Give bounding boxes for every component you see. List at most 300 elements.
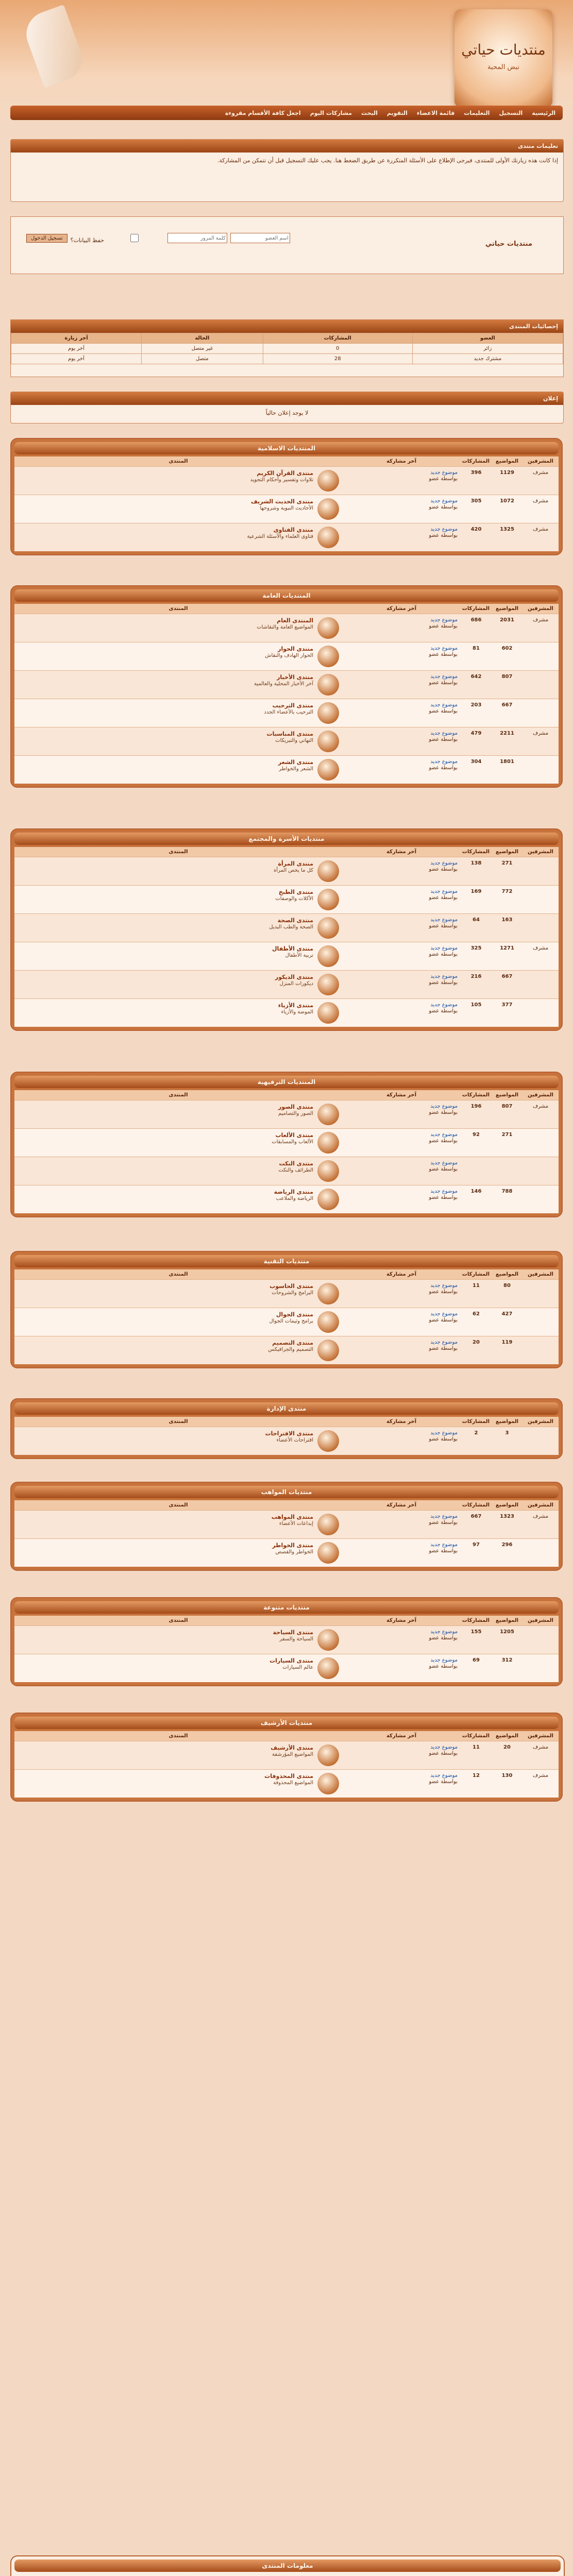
forum-posts: 169 <box>470 889 482 894</box>
last-post-title[interactable]: موضوع جديد <box>430 1002 458 1008</box>
forum-name[interactable]: منتدى الحوار <box>278 646 313 652</box>
last-post-author[interactable]: بواسطة عضو <box>429 895 458 901</box>
forum-icon <box>317 617 339 639</box>
last-post-author[interactable]: بواسطة عضو <box>429 923 458 929</box>
forum-moderators[interactable] <box>523 1157 559 1185</box>
category-box <box>10 1398 563 1459</box>
last-post-author[interactable]: بواسطة عضو <box>429 867 458 872</box>
last-post-author[interactable]: بواسطة عضو <box>429 476 458 482</box>
forum-posts: 203 <box>470 702 482 708</box>
last-post-author[interactable]: بواسطة عضو <box>429 1346 458 1351</box>
forum-moderators[interactable]: مشرف <box>532 1744 549 1750</box>
forum-name[interactable]: منتدى التصميم <box>272 1340 313 1346</box>
forum-row[interactable] <box>14 1100 559 1128</box>
last-post-title[interactable]: موضوع جديد <box>430 1629 458 1635</box>
forum-row[interactable] <box>14 1538 559 1567</box>
forum-info <box>14 1157 342 1185</box>
forum-row[interactable] <box>14 970 559 998</box>
last-post-author[interactable]: بواسطة عضو <box>429 1436 458 1442</box>
forum-topics: 312 <box>501 1657 513 1663</box>
category-title[interactable]: منتديات الأسرة والمجتمع <box>14 833 559 845</box>
forum-row[interactable] <box>14 1625 559 1654</box>
last-post-author[interactable]: بواسطة عضو <box>429 1779 458 1785</box>
forum-moderators[interactable] <box>523 1427 559 1455</box>
forum-moderators[interactable] <box>523 1539 559 1567</box>
last-post-title[interactable]: موضوع جديد <box>430 646 458 651</box>
column-header: المشاركات <box>462 1419 490 1425</box>
category-box <box>10 828 563 1031</box>
forum-info <box>14 756 342 784</box>
forum-last-post <box>342 699 461 727</box>
nav-link[interactable]: اجعل كافة الأقسام مقروءة <box>225 109 301 116</box>
category-header <box>14 1269 559 1279</box>
forum-row[interactable] <box>14 1769 559 1798</box>
forum-moderators[interactable]: مشرف <box>532 1104 549 1109</box>
ad-box <box>10 392 564 423</box>
forum-moderators[interactable] <box>523 999 559 1027</box>
forum-name[interactable]: منتدى الحاسوب <box>269 1283 313 1290</box>
stats-row <box>11 354 563 364</box>
forum-list <box>14 466 559 551</box>
forum-icon <box>317 498 339 520</box>
forum-name[interactable]: منتدى القرآن الكريم <box>257 470 313 477</box>
forum-icon <box>317 527 339 548</box>
forum-description: برامج وثيمات الجوال <box>269 1318 313 1324</box>
forum-topics: 377 <box>501 1002 513 1008</box>
last-post-title[interactable]: موضوع جديد <box>430 1340 458 1345</box>
forum-row[interactable] <box>14 1510 559 1538</box>
forum-icon <box>317 1629 339 1651</box>
forum-row[interactable] <box>14 1128 559 1157</box>
forum-moderators[interactable] <box>523 886 559 913</box>
stats-header: آخر زيارة <box>11 333 142 344</box>
last-post-author[interactable]: بواسطة عضو <box>429 737 458 742</box>
forum-posts: 479 <box>470 731 482 736</box>
last-post-title[interactable]: موضوع جديد <box>430 759 458 765</box>
category-title[interactable]: المنتديات العامة <box>14 589 559 602</box>
remember-label[interactable] <box>71 232 164 244</box>
last-post-title[interactable]: موضوع جديد <box>430 1189 458 1194</box>
forum-name[interactable]: منتدى المرأة <box>278 860 313 867</box>
last-post-title[interactable]: موضوع جديد <box>430 1283 458 1289</box>
forum-posts: 64 <box>473 917 480 923</box>
forum-topics: 3 <box>505 1430 509 1436</box>
last-post-title[interactable]: موضوع جديد <box>430 1542 458 1548</box>
forum-moderators[interactable] <box>523 914 559 942</box>
forum-row[interactable] <box>14 1279 559 1308</box>
column-header: آخر مشاركة <box>386 1419 417 1425</box>
site-logo[interactable] <box>454 9 552 107</box>
forum-icon <box>317 1132 339 1154</box>
forum-description: تلاوات وتفسير وأحكام التجويد <box>250 477 313 483</box>
forum-posts: 196 <box>470 1104 482 1109</box>
last-post-author[interactable]: بواسطة عضو <box>429 1166 458 1172</box>
last-post-author[interactable]: بواسطة عضو <box>429 1110 458 1115</box>
last-post-author[interactable]: بواسطة عضو <box>429 1520 458 1526</box>
forum-posts: 396 <box>470 470 482 476</box>
category-header <box>14 1090 559 1100</box>
forum-last-post <box>342 495 461 523</box>
forum-icon <box>317 702 339 724</box>
column-header: آخر مشاركة <box>386 849 417 855</box>
forum-icon <box>317 1311 339 1333</box>
forum-topics <box>492 1157 523 1185</box>
nav-link[interactable]: الرئيسية <box>532 109 555 116</box>
forum-last-post <box>342 1654 461 1682</box>
forum-posts: 12 <box>473 1773 480 1778</box>
last-post-author[interactable]: بواسطة عضو <box>429 1138 458 1144</box>
forum-moderators[interactable]: مشرف <box>532 470 549 476</box>
last-post-title[interactable]: موضوع جديد <box>430 974 458 979</box>
forum-name[interactable]: المنتدى العام <box>277 617 313 624</box>
last-post-title[interactable]: موضوع جديد <box>430 527 458 532</box>
nav-link[interactable]: التعليمات <box>464 109 490 116</box>
last-post-title[interactable]: موضوع جديد <box>430 498 458 504</box>
forum-icon <box>317 1340 339 1361</box>
forum-name[interactable]: منتدى الجوال <box>276 1311 313 1318</box>
last-post-title[interactable]: موضوع جديد <box>430 1160 458 1166</box>
forum-info <box>14 1770 342 1798</box>
forum-description: كل ما يخص المرأة <box>274 868 313 873</box>
category-header <box>14 1417 559 1427</box>
last-post-title[interactable]: موضوع جديد <box>430 617 458 623</box>
forum-name[interactable]: منتدى الخواطر <box>272 1542 313 1549</box>
forum-row[interactable] <box>14 699 559 727</box>
notice-text: إذا كانت هذه زيارتك الأولى للمنتدى، فيرجى الإطلاع على الأسئلة المتكررة عن طريق الضغط هنا. يجب عليك التسجيل قبل أن تتمكن من المشاركة. <box>217 157 558 164</box>
forum-icon <box>317 759 339 781</box>
forum-moderators[interactable]: مشرف <box>532 527 549 532</box>
forum-name[interactable]: منتدى الأرشيف <box>271 1744 313 1751</box>
last-post-title[interactable]: موضوع جديد <box>430 702 458 708</box>
ad-title: إعلان <box>11 392 563 405</box>
forum-info <box>14 727 342 755</box>
column-header: آخر مشاركة <box>386 606 417 612</box>
forum-description: الحوار الهادف والنقاش <box>265 653 313 658</box>
online-box <box>10 2555 565 2576</box>
forum-moderators[interactable] <box>523 971 559 998</box>
category-header <box>14 1500 559 1510</box>
column-header: المشرفين <box>528 1618 553 1623</box>
last-post-author[interactable]: بواسطة عضو <box>429 1289 458 1295</box>
forum-row[interactable] <box>14 1308 559 1336</box>
forum-row[interactable] <box>14 495 559 523</box>
last-post-author[interactable]: بواسطة عضو <box>429 1635 458 1641</box>
forum-posts: 216 <box>470 974 482 979</box>
forum-name[interactable]: منتدى الترحيب <box>272 702 313 709</box>
last-post-title[interactable]: موضوع جديد <box>430 945 458 951</box>
last-post-title[interactable]: موضوع جديد <box>430 1132 458 1138</box>
category-title[interactable]: المنتديات الاسلامية <box>14 442 559 454</box>
forum-posts: 69 <box>473 1657 480 1663</box>
forum-row[interactable] <box>14 1741 559 1769</box>
forum-name[interactable]: منتدى الألعاب <box>275 1132 313 1139</box>
last-post-title[interactable]: موضوع جديد <box>430 917 458 923</box>
forum-last-post <box>342 1280 461 1308</box>
forum-icon <box>317 1542 339 1564</box>
forum-name[interactable]: منتدى المواهب <box>271 1514 313 1520</box>
last-post-title[interactable]: موضوع جديد <box>430 731 458 736</box>
forum-description: آخر الأخبار المحلية والعالمية <box>254 681 313 687</box>
last-post-author[interactable]: بواسطة عضو <box>429 533 458 538</box>
stats-row <box>11 344 563 354</box>
column-header: المشرفين <box>528 1502 553 1508</box>
last-post-title[interactable]: موضوع جديد <box>430 1773 458 1778</box>
category-box <box>10 1597 563 1686</box>
column-header: المواضيع <box>495 459 519 464</box>
stats-cell: 0 <box>263 344 412 354</box>
forum-topics: 119 <box>501 1340 513 1345</box>
last-post-title[interactable]: موضوع جديد <box>430 1744 458 1750</box>
forum-last-post <box>342 1741 461 1769</box>
forum-description: الطرائف والنكت <box>278 1167 313 1173</box>
forum-icon <box>317 1773 339 1794</box>
forum-moderators[interactable] <box>523 642 559 670</box>
last-post-author[interactable]: بواسطة عضو <box>429 652 458 657</box>
forum-name[interactable]: منتدى المحذوفات <box>264 1773 313 1780</box>
forum-icon <box>317 974 339 995</box>
forum-info <box>14 1129 342 1157</box>
remember-text: حفظ البيانات؟ <box>70 237 104 244</box>
forum-icon <box>317 860 339 882</box>
nav-link[interactable]: التسجيل <box>499 109 523 116</box>
forum-name[interactable]: منتدى الديكور <box>275 974 313 980</box>
forum-name[interactable]: منتدى الطبخ <box>278 889 313 895</box>
last-post-author[interactable]: بواسطة عضو <box>429 680 458 686</box>
category-title[interactable]: منتديات التقنية <box>14 1255 559 1267</box>
forum-row[interactable] <box>14 942 559 970</box>
last-post-author[interactable]: بواسطة عضو <box>429 1008 458 1014</box>
column-header: المواضيع <box>495 1733 519 1739</box>
forum-description: تربية الأطفال <box>285 953 313 958</box>
last-post-author[interactable]: بواسطة عضو <box>429 1195 458 1200</box>
stats-cell: غير متصل <box>142 344 263 354</box>
last-post-author[interactable]: بواسطة عضو <box>429 1664 458 1669</box>
forum-posts: 420 <box>470 527 482 532</box>
last-post-author[interactable]: بواسطة عضو <box>429 623 458 629</box>
forum-row[interactable] <box>14 466 559 495</box>
forum-moderators[interactable] <box>523 857 559 885</box>
forum-moderators[interactable] <box>523 1626 559 1654</box>
category-header <box>14 847 559 857</box>
column-header: المواضيع <box>495 1502 519 1508</box>
forum-moderators[interactable]: مشرف <box>532 945 549 951</box>
password-input[interactable] <box>167 233 227 243</box>
forum-description: البرامج والشروحات <box>272 1290 313 1296</box>
forum-moderators[interactable] <box>523 1280 559 1308</box>
forum-description: الشعر والخواطر <box>279 766 313 772</box>
forum-icon <box>317 1104 339 1125</box>
last-post-author[interactable]: بواسطة عضو <box>429 504 458 510</box>
welcome-title: منتديات حياتي <box>485 240 532 248</box>
forum-posts: 138 <box>470 860 482 866</box>
column-header: المشاركات <box>462 459 490 464</box>
forum-row[interactable] <box>14 913 559 942</box>
forum-description: المواضيع العامة والنقاشات <box>257 624 313 630</box>
forum-topics: 1323 <box>500 1514 514 1519</box>
forum-name[interactable]: منتدى السيارات <box>269 1657 313 1664</box>
forum-moderators[interactable] <box>523 671 559 699</box>
forum-name[interactable]: منتدى الاقتراحات <box>265 1430 313 1437</box>
forum-topics: 788 <box>501 1189 513 1194</box>
last-post-title[interactable]: موضوع جديد <box>430 1657 458 1663</box>
column-header: آخر مشاركة <box>386 1618 417 1623</box>
forum-info <box>14 857 342 885</box>
forum-topics: 427 <box>501 1311 513 1317</box>
column-header: المشرفين <box>528 849 553 855</box>
forum-posts: 11 <box>473 1744 480 1750</box>
forum-icon <box>317 646 339 667</box>
category-title[interactable]: منتديات متنوعة <box>14 1601 559 1614</box>
forum-posts: 642 <box>470 674 482 680</box>
stats-table <box>11 333 563 364</box>
category-title[interactable]: المنتديات الترفيهية <box>14 1076 559 1088</box>
forum-row[interactable] <box>14 1427 559 1455</box>
forum-name[interactable]: منتدى الفتاوى <box>273 527 313 533</box>
column-header: المنتدى <box>168 1502 188 1508</box>
nav-link[interactable]: البحث <box>361 109 378 116</box>
forum-name[interactable]: منتدى الأخبار <box>277 674 313 681</box>
stats-cell: مشترك جديد <box>412 354 563 364</box>
forum-info <box>14 642 342 670</box>
forum-name[interactable]: منتدى الصور <box>278 1104 313 1110</box>
forum-info <box>14 1511 342 1538</box>
login-button[interactable]: تسجيل الدخول <box>26 234 68 243</box>
last-post-author[interactable]: بواسطة عضو <box>429 708 458 714</box>
last-post-author[interactable]: بواسطة عضو <box>429 1317 458 1323</box>
forum-info <box>14 1741 342 1769</box>
forum-name[interactable]: منتدى الحديث الشريف <box>250 498 313 505</box>
forum-row[interactable] <box>14 885 559 913</box>
forum-last-post <box>342 671 461 699</box>
last-post-author[interactable]: بواسطة عضو <box>429 980 458 986</box>
forum-name[interactable]: منتدى المناسبات <box>266 731 313 737</box>
username-input[interactable] <box>230 233 290 243</box>
forum-name[interactable]: منتدى الشعر <box>278 759 313 766</box>
login-row <box>26 232 290 244</box>
forum-row[interactable] <box>14 998 559 1027</box>
forum-moderators[interactable] <box>523 756 559 784</box>
forum-topics: 1129 <box>500 470 514 476</box>
forum-name[interactable]: منتدى الأزياء <box>278 1002 313 1009</box>
nav-link[interactable]: قائمة الاعضاء <box>416 109 455 116</box>
column-header: المواضيع <box>495 606 519 612</box>
forum-row[interactable] <box>14 727 559 755</box>
forum-row[interactable] <box>14 1654 559 1682</box>
forum-name[interactable]: منتدى الأطفال <box>272 945 313 952</box>
forum-moderators[interactable] <box>523 1308 559 1336</box>
last-post-title[interactable]: موضوع جديد <box>430 1311 458 1317</box>
column-header: المشاركات <box>462 1502 490 1508</box>
last-post-author[interactable]: بواسطة عضو <box>429 1548 458 1554</box>
last-post-author[interactable]: بواسطة عضو <box>429 765 458 771</box>
forum-description: الخواطر والقصص <box>275 1549 313 1555</box>
nav-link[interactable]: مشاركات اليوم <box>310 109 352 116</box>
forum-name[interactable]: منتدى الصحة <box>277 917 313 924</box>
remember-checkbox[interactable] <box>106 234 163 242</box>
forum-info <box>14 1427 342 1455</box>
forum-last-post <box>342 1770 461 1798</box>
forum-name[interactable]: منتدى السياحة <box>273 1629 313 1636</box>
forum-info <box>14 495 342 523</box>
last-post-title[interactable]: موضوع جديد <box>430 1514 458 1519</box>
forum-moderators[interactable] <box>523 1185 559 1213</box>
category-header <box>14 456 559 466</box>
forum-row[interactable] <box>14 1336 559 1364</box>
forum-row[interactable] <box>14 614 559 642</box>
forum-moderators[interactable] <box>523 1654 559 1682</box>
forum-row[interactable] <box>14 1185 559 1213</box>
forum-last-post <box>342 1336 461 1364</box>
category-header <box>14 604 559 614</box>
forum-icon <box>317 1657 339 1679</box>
forum-info <box>14 1185 342 1213</box>
category-title[interactable]: منتديات الأرشيف <box>14 1717 559 1729</box>
forum-list <box>14 614 559 784</box>
forum-moderators[interactable]: مشرف <box>532 1514 549 1519</box>
column-header: المنتدى <box>168 459 188 464</box>
forum-moderators[interactable]: مشرف <box>532 498 549 504</box>
forum-last-post <box>342 756 461 784</box>
last-post-title[interactable]: موضوع جديد <box>430 889 458 894</box>
forum-row[interactable] <box>14 670 559 699</box>
forum-moderators[interactable] <box>523 699 559 727</box>
forum-moderators[interactable]: مشرف <box>532 617 549 623</box>
last-post-title[interactable]: موضوع جديد <box>430 1104 458 1109</box>
forum-moderators[interactable] <box>523 1129 559 1157</box>
nav-link[interactable]: التقويم <box>386 109 408 116</box>
forum-info <box>14 671 342 699</box>
category-title[interactable]: منتدى الإدارة <box>14 1402 559 1415</box>
forum-info <box>14 1539 342 1567</box>
column-header: المنتدى <box>168 1419 188 1425</box>
forum-info <box>14 523 342 551</box>
forum-last-post <box>342 942 461 970</box>
forum-posts: 686 <box>470 617 482 623</box>
forum-name[interactable]: منتدى الرياضة <box>274 1189 313 1195</box>
forum-info <box>14 1308 342 1336</box>
forum-topics: 667 <box>501 974 513 979</box>
last-post-title[interactable]: موضوع جديد <box>430 674 458 680</box>
category-title[interactable]: منتديات المواهب <box>14 1486 559 1498</box>
forum-posts: 92 <box>473 1132 480 1138</box>
last-post-author[interactable]: بواسطة عضو <box>429 952 458 957</box>
forum-info <box>14 971 342 998</box>
forum-last-post <box>342 1308 461 1336</box>
stats-cell: آخر يوم <box>11 354 142 364</box>
forum-moderators[interactable]: مشرف <box>532 1773 549 1778</box>
online-title: معلومات المنتدى <box>14 2560 561 2572</box>
forum-row[interactable] <box>14 755 559 784</box>
forum-topics: 807 <box>501 674 513 680</box>
forum-moderators[interactable] <box>523 1336 559 1364</box>
stats-cell: زائر <box>412 344 563 354</box>
last-post-title[interactable]: موضوع جديد <box>430 470 458 476</box>
forum-row[interactable] <box>14 523 559 551</box>
last-post-title[interactable]: موضوع جديد <box>430 860 458 866</box>
forum-info <box>14 1626 342 1654</box>
forum-row[interactable] <box>14 1157 559 1185</box>
stats-header: المشاركات <box>263 333 412 344</box>
last-post-author[interactable]: بواسطة عضو <box>429 1751 458 1756</box>
forum-posts: 11 <box>473 1283 480 1289</box>
forum-row[interactable] <box>14 642 559 670</box>
login-box <box>10 216 564 274</box>
forum-row[interactable] <box>14 857 559 885</box>
forum-moderators[interactable]: مشرف <box>532 731 549 736</box>
last-post-title[interactable]: موضوع جديد <box>430 1430 458 1436</box>
forum-last-post <box>342 727 461 755</box>
forum-name[interactable]: منتدى النكت <box>279 1160 313 1167</box>
